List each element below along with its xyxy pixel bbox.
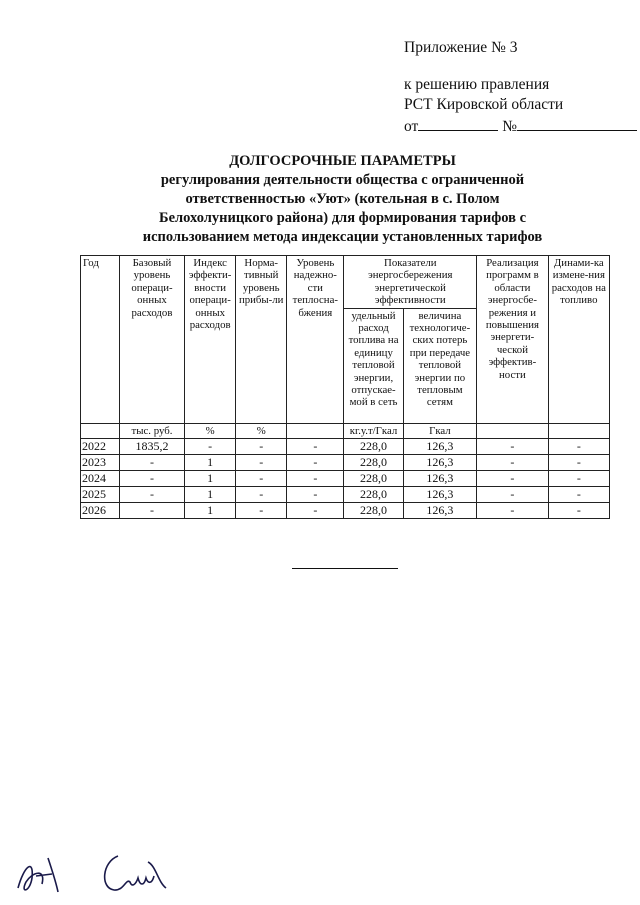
header-normative-profit: Норма-тивный уровень прибы-ли xyxy=(236,256,287,424)
table-row xyxy=(81,439,610,455)
appendix-date-line xyxy=(404,115,637,137)
cell-fuel: 228,0 xyxy=(344,503,403,519)
title-line-4: Белохолуницкого района) для формирования тарифов с xyxy=(158,210,527,226)
header-energy-saving-group: Показатели энергосбережения энергетической эффективности xyxy=(344,256,477,309)
cell-index: 1 xyxy=(185,455,236,471)
cell-profit: - xyxy=(236,487,287,503)
cell-profit: - xyxy=(236,503,287,519)
cell-base: - xyxy=(119,471,184,487)
unit-fuel: кг.у.т/Гкал xyxy=(344,423,403,438)
table-row xyxy=(81,487,610,503)
cell-loss: 126,3 xyxy=(403,503,477,519)
cell-index: 1 xyxy=(185,503,236,519)
unit-programs xyxy=(477,423,548,438)
cell-year: 2022 xyxy=(81,439,120,455)
parameters-table xyxy=(80,255,610,519)
header-base-level: Базовый уровень операци-онных расходов xyxy=(119,256,184,424)
cell-fuel: 228,0 xyxy=(344,439,403,455)
unit-profit: % xyxy=(236,423,287,438)
cell-index: 1 xyxy=(185,471,236,487)
cell-year: 2023 xyxy=(81,455,120,471)
cell-index: 1 xyxy=(185,487,236,503)
cell-programs: - xyxy=(477,439,548,455)
appendix-decision: к решению правления xyxy=(404,76,550,93)
table-row xyxy=(81,455,610,471)
header-heat-loss: величина технологиче-ских потерь при передаче тепловой энергии по тепловым сетям xyxy=(403,308,477,423)
units-row xyxy=(81,423,610,438)
cell-programs: - xyxy=(477,487,548,503)
cell-base: - xyxy=(119,455,184,471)
unit-base: тыс. руб. xyxy=(119,423,184,438)
cell-base: - xyxy=(119,487,184,503)
appendix-block xyxy=(404,38,637,137)
unit-dynamics xyxy=(548,423,609,438)
title-line-5: использованием метода индексации установленных тарифов xyxy=(142,229,543,245)
cell-loss: 126,3 xyxy=(403,471,477,487)
cell-dynamics: - xyxy=(548,439,609,455)
document-title xyxy=(110,152,575,247)
cell-loss: 126,3 xyxy=(403,455,477,471)
cell-fuel: 228,0 xyxy=(344,455,403,471)
cell-year: 2025 xyxy=(81,487,120,503)
from-label: от xyxy=(404,118,419,135)
handwritten-date xyxy=(418,115,498,131)
header-fuel-dynamics: Динами-ка измене-ния расходов на топливо xyxy=(548,256,609,424)
cell-index: - xyxy=(185,439,236,455)
header-year: Год xyxy=(81,256,120,424)
unit-loss: Гкал xyxy=(403,423,477,438)
title-line-2: регулирования деятельности общества с ограниченной xyxy=(160,172,525,188)
table-row xyxy=(81,471,610,487)
title-line-3: ответственностью «Уют» (котельная в с. Полом xyxy=(185,191,500,207)
cell-profit: - xyxy=(236,471,287,487)
appendix-number: Приложение № 3 xyxy=(404,39,518,56)
cell-loss: 126,3 xyxy=(403,487,477,503)
header-specific-fuel: удельный расход топлива на единицу тепловой энергии, отпускае-мой в сеть xyxy=(344,308,403,423)
cell-reliability: - xyxy=(287,487,344,503)
cell-dynamics: - xyxy=(548,455,609,471)
header-efficiency-index: Индекс эффекти-вности операци-онных расходов xyxy=(185,256,236,424)
title-line-1: ДОЛГОСРОЧНЫЕ ПАРАМЕТРЫ xyxy=(229,153,456,169)
cell-fuel: 228,0 xyxy=(344,487,403,503)
number-label: № xyxy=(502,118,517,135)
cell-reliability: - xyxy=(287,503,344,519)
header-row-1 xyxy=(81,256,610,309)
appendix-authority: РСТ Кировской области xyxy=(404,96,564,113)
table-row xyxy=(81,503,610,519)
unit-reliability xyxy=(287,423,344,438)
cell-dynamics: - xyxy=(548,503,609,519)
unit-year xyxy=(81,423,120,438)
cell-base: 1835,2 xyxy=(119,439,184,455)
cell-fuel: 228,0 xyxy=(344,471,403,487)
cell-base: - xyxy=(119,503,184,519)
unit-index: % xyxy=(185,423,236,438)
cell-profit: - xyxy=(236,455,287,471)
signature-2 xyxy=(96,848,176,898)
cell-reliability: - xyxy=(287,455,344,471)
cell-year: 2026 xyxy=(81,503,120,519)
cell-loss: 126,3 xyxy=(403,439,477,455)
signature-1 xyxy=(12,848,82,898)
end-divider xyxy=(292,568,398,569)
cell-programs: - xyxy=(477,455,548,471)
cell-profit: - xyxy=(236,439,287,455)
cell-reliability: - xyxy=(287,439,344,455)
header-programs: Реализация программ в области энергосбе-режения и повышения энергети-ческой эффектив-ности xyxy=(477,256,548,424)
handwritten-number xyxy=(517,115,637,131)
cell-programs: - xyxy=(477,503,548,519)
cell-dynamics: - xyxy=(548,471,609,487)
cell-dynamics: - xyxy=(548,487,609,503)
cell-reliability: - xyxy=(287,471,344,487)
cell-year: 2024 xyxy=(81,471,120,487)
cell-programs: - xyxy=(477,471,548,487)
header-reliability: Уровень надежно-сти теплосна-бжения xyxy=(287,256,344,424)
